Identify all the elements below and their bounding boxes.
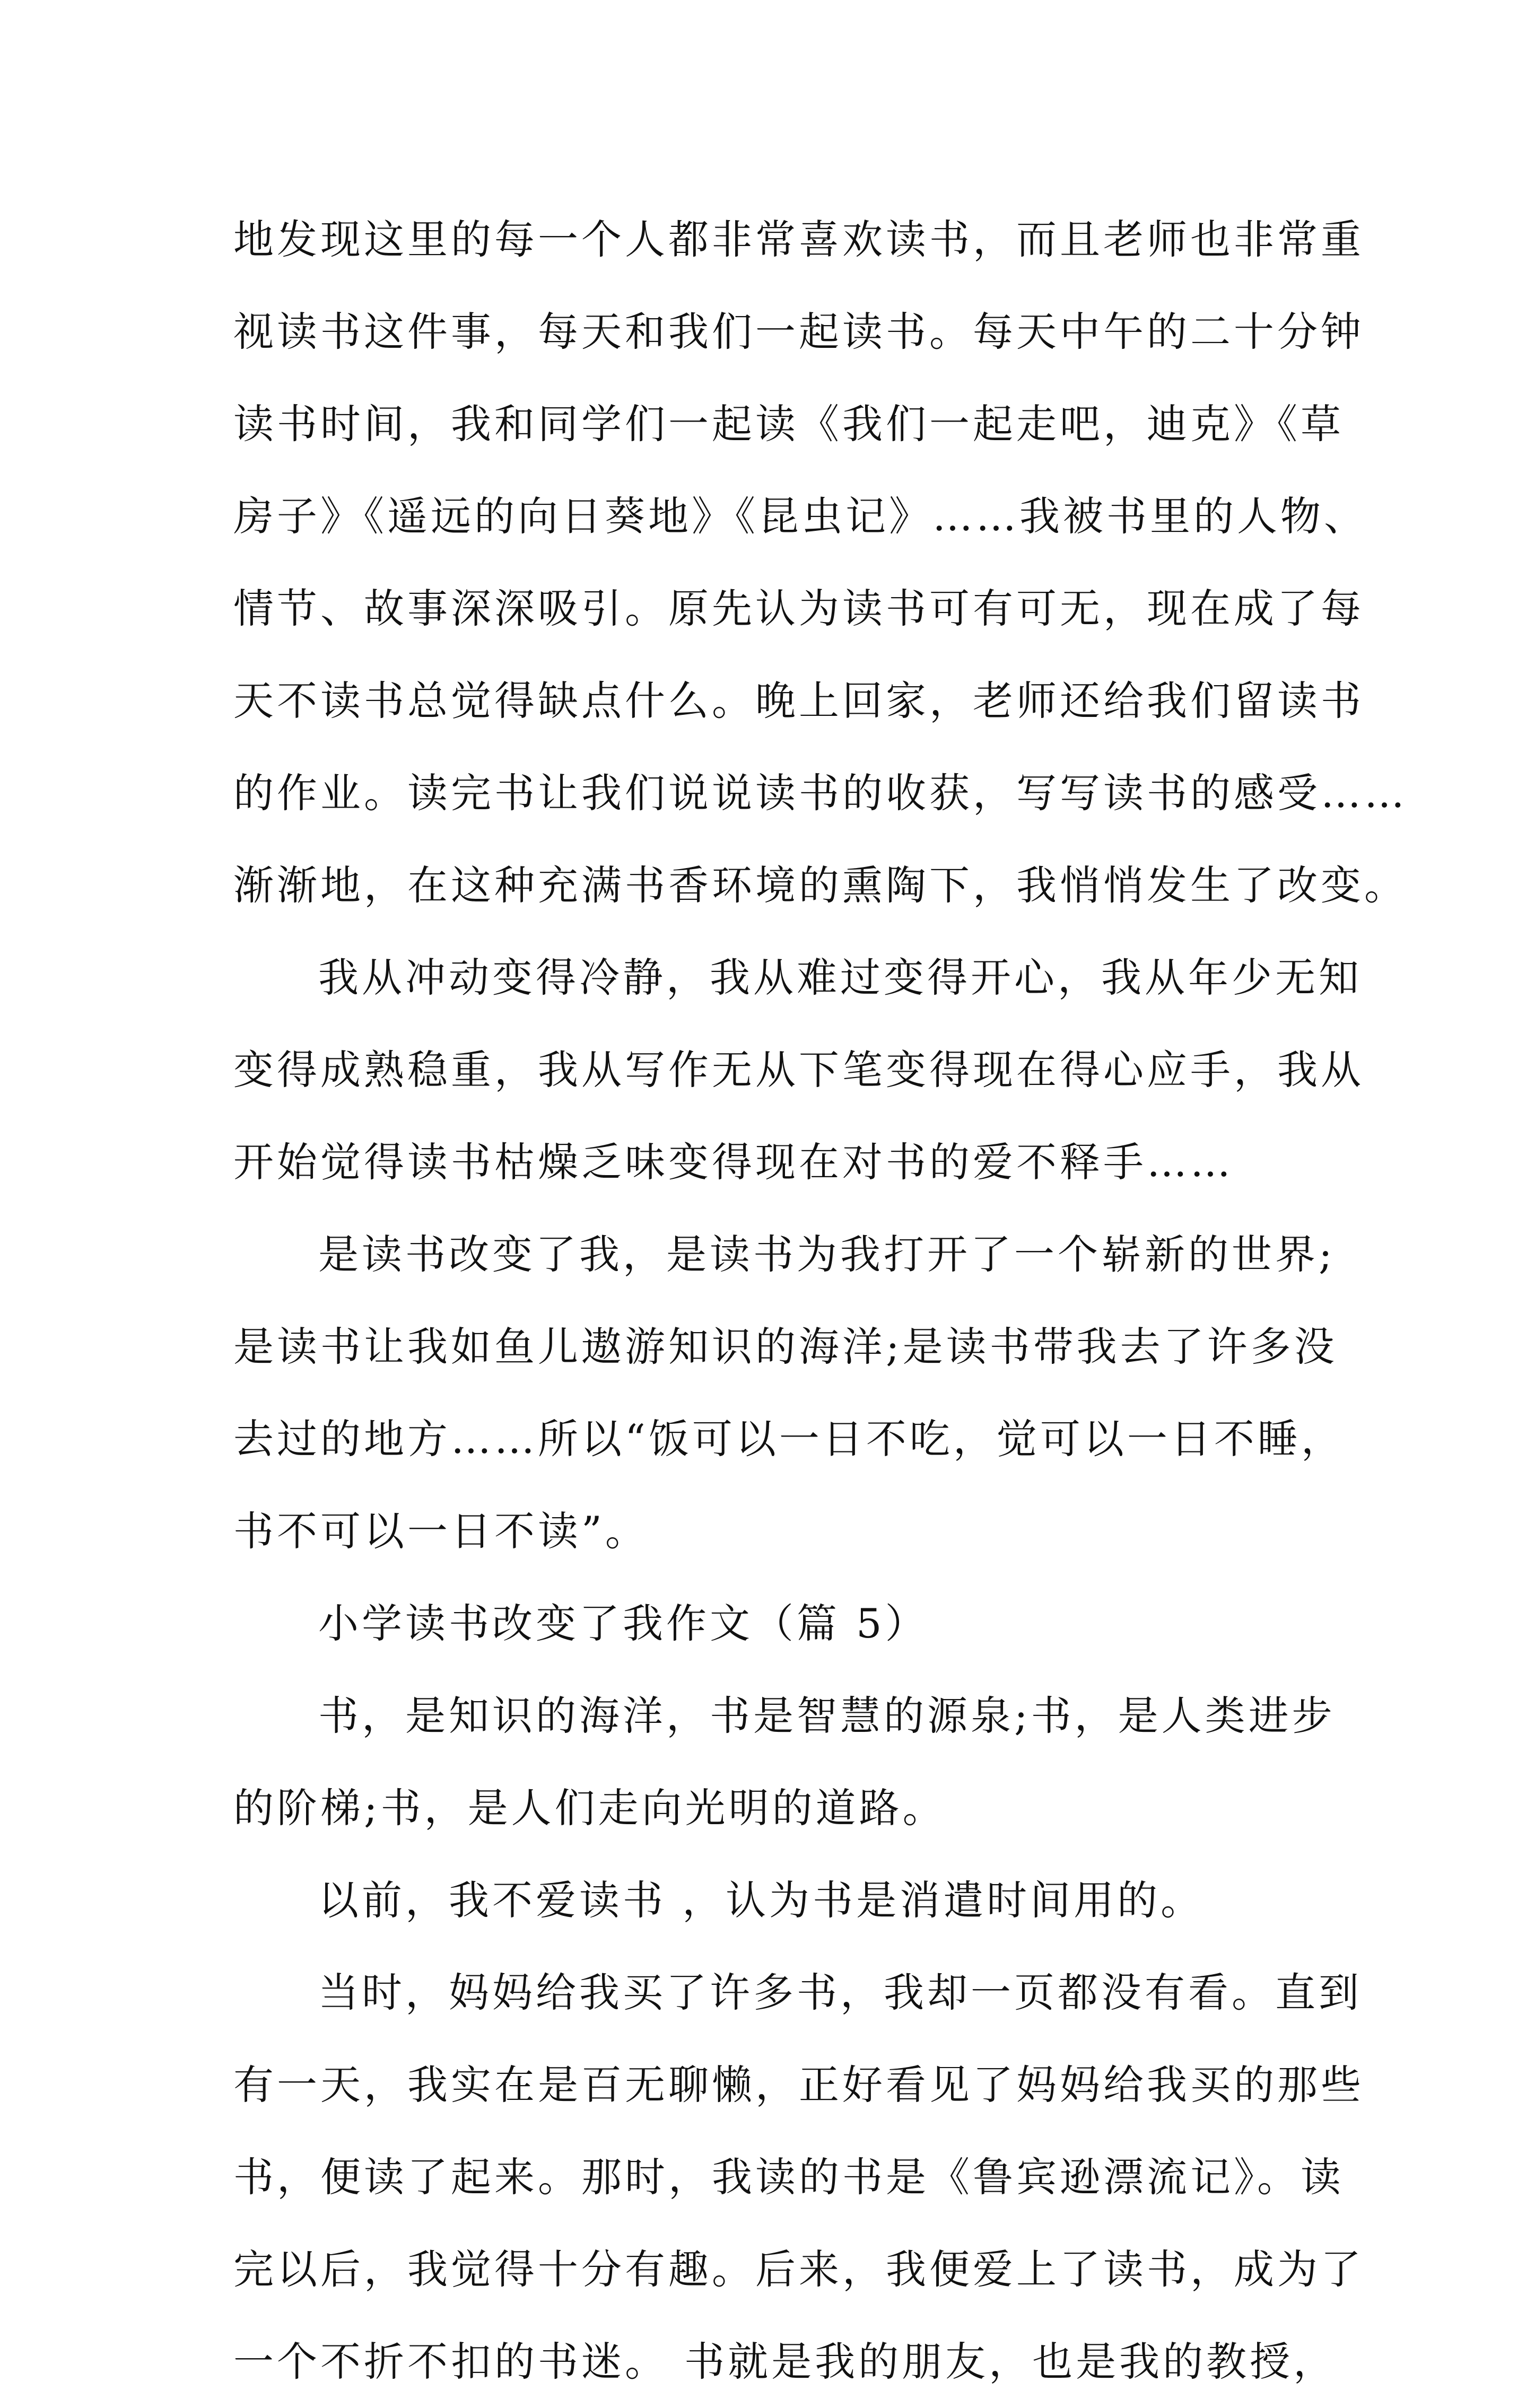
text-line: 去过的地方……所以“饭可以一日不吃，觉可以一日不睡， — [233, 1415, 1345, 1463]
text-line: 情节、故事深深吸引。原先认为读书可有可无，现在成了每 — [233, 585, 1364, 632]
text-line: 房子》《遥远的向日葵地》《昆虫记》……我被书里的人物、 — [233, 493, 1367, 540]
text-line: 当时，妈妈给我买了许多书，我却一页都没有看。直到 — [318, 1969, 1362, 2016]
text-line: 地发现这里的每一个人都非常喜欢读书，而且老师也非常重 — [233, 216, 1364, 263]
text-line: 有一天，我实在是百无聊懒，正好看见了妈妈给我买的那些 — [233, 2061, 1364, 2108]
text-line: 是读书改变了我，是读书为我打开了一个崭新的世界; — [318, 1231, 1336, 1278]
text-line: 的作业。读完书让我们说说读书的收获，写写读书的感受…… — [233, 769, 1408, 817]
text-line: 我从冲动变得冷静，我从难过变得开心，我从年少无知 — [318, 954, 1362, 1001]
text-line: 书，是知识的海洋，书是智慧的源泉;书，是人类进步 — [318, 1692, 1336, 1739]
text-line: 以前，我不爱读书 ，认为书是消遣时间用的。 — [318, 1877, 1205, 1924]
text-line: 视读书这件事，每天和我们一起读书。每天中午的二十分钟 — [233, 308, 1364, 355]
text-line: 完以后，我觉得十分有趣。后来，我便爱上了读书，成为了 — [233, 2246, 1364, 2293]
text-line: 一个不折不扣的书迷。 书就是我的朋友，也是我的教授， — [233, 2338, 1337, 2385]
text-line: 开始觉得读书枯燥乏味变得现在对书的爱不释手…… — [233, 1139, 1234, 1186]
text-line: 的阶梯;书，是人们走向光明的道路。 — [233, 1784, 946, 1832]
body-text — [233, 194, 1408, 2408]
text-line: 书不可以一日不读”。 — [233, 1508, 649, 1555]
text-line: 天不读书总觉得缺点什么。晚上回家，老师还给我们留读书 — [233, 677, 1364, 724]
text-line: 是读书让我如鱼儿遨游知识的海洋;是读书带我去了许多没 — [233, 1323, 1338, 1370]
text-line: 变得成熟稳重，我从写作无从下笔变得现在得心应手，我从 — [233, 1046, 1364, 1093]
text-line: 渐渐地，在这种充满书香环境的熏陶下，我悄悄发生了改变。 — [233, 862, 1408, 909]
text-line: 读书时间，我和同学们一起读《我们一起走吧，迪克》《草 — [233, 400, 1344, 448]
text-line: 小学读书改变了我作文（篇 5） — [318, 1600, 929, 1647]
text-line: 书，便读了起来。那时，我读的书是《鲁宾逊漂流记》。读 — [233, 2153, 1344, 2201]
